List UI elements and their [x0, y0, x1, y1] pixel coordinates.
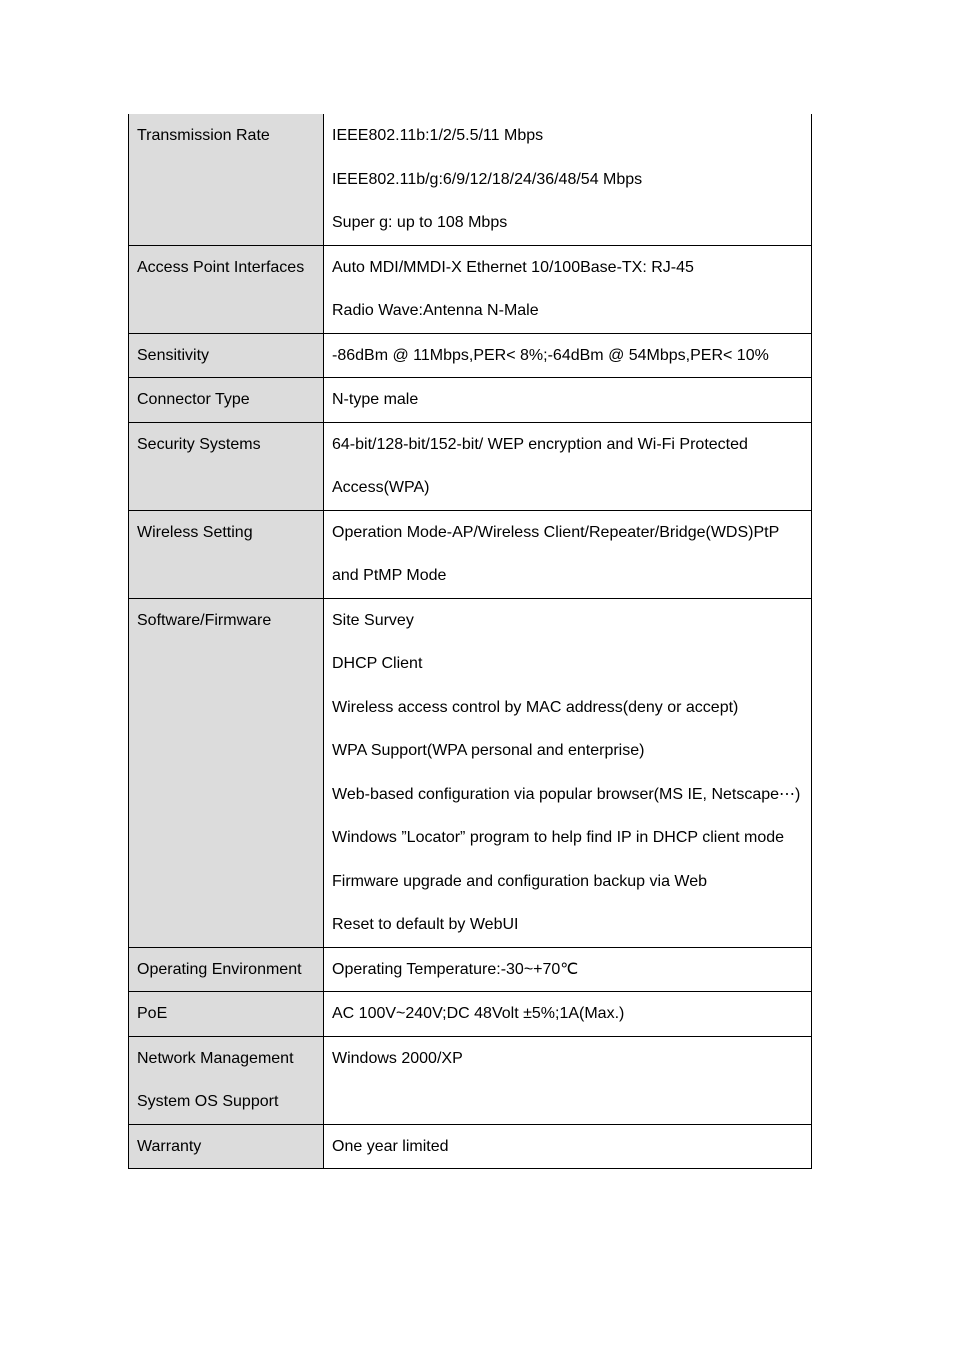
spec-value: Windows ”Locator” program to help find IP in DHCP client mode — [332, 829, 785, 846]
spec-value-cell — [324, 947, 812, 992]
spec-value: N-type male — [332, 391, 419, 408]
spec-label: PoE — [137, 1005, 168, 1022]
spec-value: Auto MDI/MMDI-X Ethernet 10/100Base-TX: RJ-45 — [332, 258, 694, 276]
spec-value-cell — [324, 422, 812, 510]
spec-label: Transmission Rate — [137, 127, 270, 144]
spec-value: Firmware upgrade and configuration backup via Web — [332, 872, 708, 890]
spec-label: Connector Type — [137, 391, 250, 408]
spec-row-access-point-interfaces — [129, 245, 812, 333]
spec-value: DHCP Client — [332, 655, 423, 672]
spec-value: Site Survey — [332, 611, 414, 629]
spec-value: WPA Support(WPA personal and enterprise) — [332, 742, 645, 759]
spec-label-cell — [129, 114, 324, 245]
spec-value: 64-bit/128-bit/152-bit/ WEP encryption and Wi-Fi Protected — [332, 435, 748, 453]
spec-label: Access Point Interfaces — [137, 258, 305, 276]
spec-label: Warranty — [137, 1137, 202, 1155]
spec-label-cell — [129, 510, 324, 598]
spec-value: Operating Temperature:-30~+70℃ — [332, 960, 579, 978]
spec-value-cell — [324, 510, 812, 598]
spec-value: IEEE802.11b/g:6/9/12/18/24/36/48/54 Mbps — [332, 170, 643, 188]
spec-value: Windows 2000/XP — [332, 1049, 463, 1067]
spec-row-poe — [129, 992, 812, 1037]
spec-value: Wireless access control by MAC address(deny or accept) — [332, 698, 739, 716]
spec-value: Super g: up to 108 Mbps — [332, 214, 508, 231]
spec-label-cell — [129, 422, 324, 510]
spec-label-cell — [129, 947, 324, 992]
spec-value: Access(WPA) — [332, 479, 430, 496]
spec-row-warranty — [129, 1124, 812, 1169]
spec-value-cell — [324, 598, 812, 947]
spec-row-security-systems — [129, 422, 812, 510]
spec-value-cell — [324, 992, 812, 1037]
spec-row-connector-type — [129, 378, 812, 423]
spec-row-operating-environment — [129, 947, 812, 992]
spec-label: Sensitivity — [137, 346, 210, 364]
spec-label: Network Management — [137, 1049, 294, 1067]
spec-label: Operating Environment — [137, 960, 302, 978]
spec-value: Reset to default by WebUI — [332, 916, 519, 933]
spec-value: -86dBm @ 11Mbps,PER< 8%;-64dBm @ 54Mbps,PER< 10% — [332, 346, 769, 364]
spec-label-cell — [129, 598, 324, 947]
spec-label-cell — [129, 245, 324, 333]
spec-label: Security Systems — [137, 435, 261, 453]
spec-label-cell — [129, 378, 324, 423]
spec-value-cell — [324, 1036, 812, 1124]
spec-label: Software/Firmware — [137, 611, 272, 629]
spec-row-transmission-rate — [129, 114, 812, 245]
spec-value-cell — [324, 333, 812, 378]
spec-value: One year limited — [332, 1137, 449, 1155]
spec-value: and PtMP Mode — [332, 567, 447, 584]
spec-label: System OS Support — [137, 1093, 279, 1110]
spec-value-cell — [324, 378, 812, 423]
spec-label-cell — [129, 992, 324, 1037]
spec-label-cell — [129, 333, 324, 378]
spec-value: Radio Wave:Antenna N-Male — [332, 302, 539, 319]
spec-value: IEEE802.11b:1/2/5.5/11 Mbps — [332, 127, 544, 144]
spec-row-network-management — [129, 1036, 812, 1124]
spec-label: Wireless Setting — [137, 523, 253, 541]
spec-value-cell — [324, 114, 812, 245]
spec-value-cell — [324, 245, 812, 333]
spec-value-cell — [324, 1124, 812, 1169]
spec-row-software-firmware — [129, 598, 812, 947]
spec-value: Operation Mode-AP/Wireless Client/Repeater/Bridge(WDS)PtP — [332, 523, 780, 541]
spec-row-wireless-setting — [129, 510, 812, 598]
spec-label-cell — [129, 1124, 324, 1169]
spec-row-sensitivity — [129, 333, 812, 378]
spec-label-cell — [129, 1036, 324, 1124]
spec-value: AC 100V~240V;DC 48Volt ±5%;1A(Max.) — [332, 1005, 625, 1022]
spec-table — [128, 114, 812, 1169]
spec-value: Web-based configuration via popular browser(MS IE, Netscape⋯) — [332, 785, 801, 803]
